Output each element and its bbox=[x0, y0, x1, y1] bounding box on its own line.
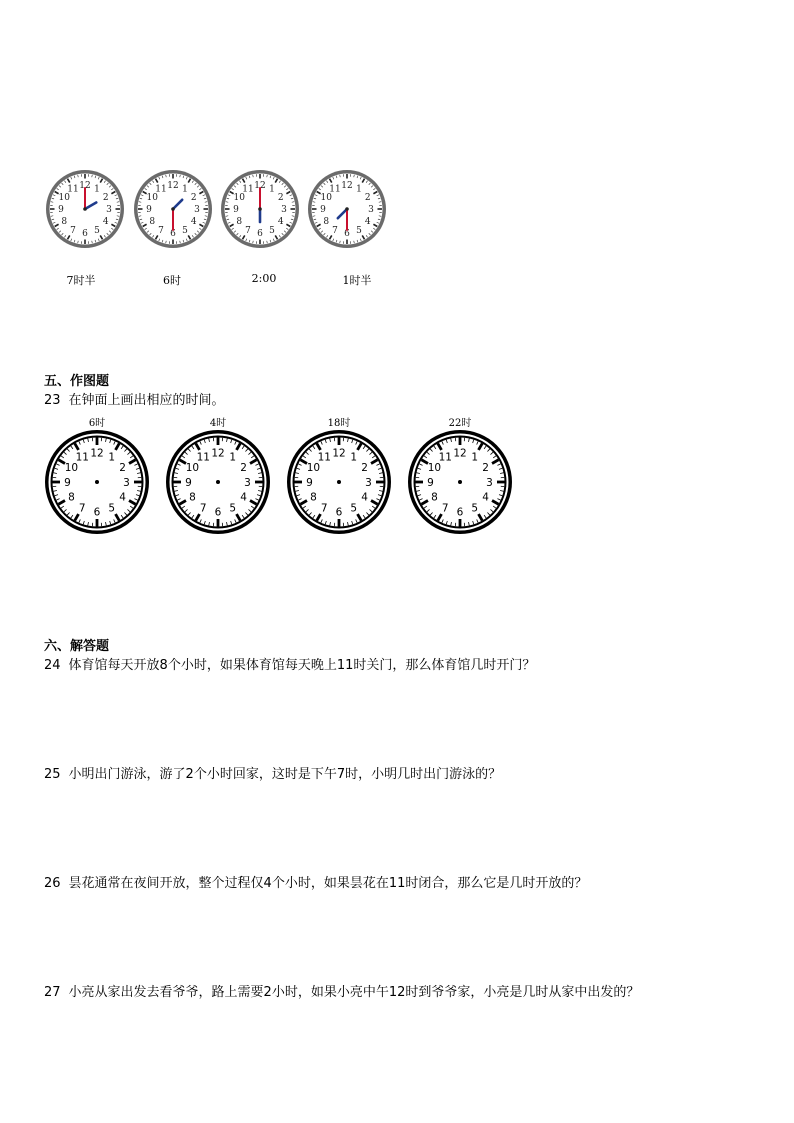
clock-numeral: 7 bbox=[158, 225, 164, 236]
clock-numeral: 3 bbox=[123, 476, 130, 489]
clock-center bbox=[216, 480, 220, 484]
clock-numeral: 11 bbox=[67, 184, 79, 195]
clock-center bbox=[171, 207, 175, 211]
clock-numeral: 3 bbox=[486, 476, 493, 489]
clock-numeral: 6 bbox=[335, 506, 343, 519]
question-number: 27 bbox=[44, 985, 61, 1000]
clock-center bbox=[95, 480, 99, 484]
clock-numeral: 7 bbox=[70, 225, 76, 236]
question-text: 小亮从家出发去看爷爷，路上需要2小时，如果小亮中午12时到爷爷家，小亮是几时从家中出发的？ bbox=[68, 985, 640, 1000]
clock-center bbox=[258, 207, 262, 211]
clock-numeral: 6 bbox=[82, 229, 88, 240]
clock-numeral: 6 bbox=[456, 506, 464, 519]
clock-numeral: 1 bbox=[356, 184, 362, 195]
clock-1-caption: 7时半 bbox=[66, 274, 96, 287]
clock-numeral: 3 bbox=[365, 476, 372, 489]
clock-numeral: 11 bbox=[75, 451, 89, 464]
clock-numeral: 9 bbox=[233, 205, 239, 216]
clock-numeral: 2 bbox=[482, 462, 489, 475]
clock-numeral: 8 bbox=[61, 217, 68, 228]
clock-numeral: 2 bbox=[119, 462, 126, 475]
clock-numeral: 7 bbox=[320, 502, 328, 515]
clock-4 bbox=[306, 168, 388, 250]
clock-numeral: 9 bbox=[320, 205, 326, 216]
clock-numeral: 8 bbox=[323, 217, 330, 228]
clock-numeral: 11 bbox=[155, 184, 167, 195]
clock-4-caption: 1时半 bbox=[342, 274, 372, 287]
clock-numeral: 5 bbox=[350, 502, 358, 515]
clock-2-caption: 6时 bbox=[163, 274, 181, 287]
clock-numeral: 5 bbox=[94, 225, 100, 236]
clock-center bbox=[337, 480, 341, 484]
clock-center bbox=[345, 207, 349, 211]
clock-numeral: 10 bbox=[427, 462, 442, 475]
clock-numeral: 8 bbox=[310, 491, 317, 504]
blank-clock-3[interactable] bbox=[286, 429, 392, 535]
clock-numeral: 4 bbox=[190, 217, 197, 228]
clock-numeral: 11 bbox=[329, 184, 341, 195]
clock-numeral: 9 bbox=[64, 476, 71, 489]
clock-numeral: 7 bbox=[332, 225, 338, 236]
clock-numeral: 8 bbox=[68, 491, 75, 504]
question-text: 在钟面上画出相应的时间。 bbox=[68, 393, 225, 408]
clock-numeral: 1 bbox=[108, 451, 116, 464]
clock-numeral: 10 bbox=[233, 193, 245, 204]
clock-numeral: 10 bbox=[64, 462, 79, 475]
clock-numeral: 10 bbox=[320, 193, 332, 204]
clock-numeral: 7 bbox=[245, 225, 251, 236]
clock-numeral: 4 bbox=[364, 217, 371, 228]
blank-clock-2-label: 4时 bbox=[209, 418, 227, 429]
clock-numeral: 4 bbox=[277, 217, 284, 228]
clock-center bbox=[83, 207, 87, 211]
clock-numeral: 2 bbox=[364, 193, 371, 204]
clock-numeral: 1 bbox=[182, 184, 188, 195]
clock-numeral: 5 bbox=[229, 502, 237, 515]
clock-numeral: 2 bbox=[277, 193, 284, 204]
clock-numeral: 9 bbox=[58, 205, 64, 216]
question-25 bbox=[44, 763, 501, 782]
question-number: 26 bbox=[44, 876, 61, 891]
clock-numeral: 2 bbox=[361, 462, 368, 475]
question-number: 25 bbox=[44, 767, 61, 782]
clock-numeral: 3 bbox=[194, 205, 200, 216]
clock-numeral: 9 bbox=[427, 476, 434, 489]
clock-numeral: 10 bbox=[58, 193, 70, 204]
clock-3 bbox=[219, 168, 301, 250]
clock-numeral: 4 bbox=[119, 491, 126, 504]
clock-1 bbox=[44, 168, 126, 250]
clock-numeral: 12 bbox=[90, 447, 104, 460]
question-27 bbox=[44, 981, 639, 1000]
clock-numeral: 9 bbox=[185, 476, 192, 489]
clock-numeral: 6 bbox=[93, 506, 101, 519]
question-23 bbox=[44, 389, 225, 408]
clock-numeral: 6 bbox=[170, 229, 176, 240]
question-26 bbox=[44, 872, 587, 891]
clock-numeral: 4 bbox=[102, 217, 109, 228]
clock-numeral: 6 bbox=[214, 506, 222, 519]
clock-numeral: 12 bbox=[79, 181, 91, 192]
clock-numeral: 5 bbox=[269, 225, 275, 236]
clock-numeral: 12 bbox=[453, 447, 467, 460]
clock-numeral: 5 bbox=[471, 502, 479, 515]
clock-numeral: 6 bbox=[257, 229, 263, 240]
clock-numeral: 10 bbox=[306, 462, 321, 475]
clock-numeral: 12 bbox=[341, 181, 353, 192]
clock-numeral: 12 bbox=[254, 181, 266, 192]
clock-numeral: 8 bbox=[236, 217, 243, 228]
clock-numeral: 2 bbox=[190, 193, 197, 204]
clock-numeral: 10 bbox=[146, 193, 158, 204]
question-text: 小明出门游泳，游了2个小时回家，这时是下午7时，小明几时出门游泳的？ bbox=[68, 767, 502, 782]
clock-numeral: 5 bbox=[356, 225, 362, 236]
blank-clock-2[interactable] bbox=[165, 429, 271, 535]
clock-numeral: 6 bbox=[344, 229, 350, 240]
clock-numeral: 4 bbox=[240, 491, 247, 504]
question-number: 24 bbox=[44, 658, 61, 673]
question-24 bbox=[44, 654, 535, 673]
question-text: 昙花通常在夜间开放，整个过程仅4个小时，如果昙花在11时闭合，那么它是几时开放的？ bbox=[68, 876, 588, 891]
clock-2 bbox=[132, 168, 214, 250]
blank-clock-1[interactable] bbox=[44, 429, 150, 535]
clock-numeral: 11 bbox=[242, 184, 254, 195]
section-5-title: 五、作图题 bbox=[44, 374, 110, 389]
clock-numeral: 12 bbox=[211, 447, 225, 460]
clock-center bbox=[458, 480, 462, 484]
blank-clock-4-label: 22时 bbox=[448, 418, 472, 429]
clock-numeral: 2 bbox=[240, 462, 247, 475]
clock-numeral: 12 bbox=[332, 447, 346, 460]
clock-numeral: 8 bbox=[431, 491, 438, 504]
clock-numeral: 7 bbox=[78, 502, 86, 515]
blank-clock-4[interactable] bbox=[407, 429, 513, 535]
clock-numeral: 11 bbox=[438, 451, 452, 464]
clock-numeral: 9 bbox=[306, 476, 313, 489]
clock-numeral: 8 bbox=[149, 217, 156, 228]
clock-numeral: 3 bbox=[106, 205, 112, 216]
clock-numeral: 3 bbox=[244, 476, 251, 489]
blank-clock-1-label: 6时 bbox=[88, 418, 106, 429]
question-number: 23 bbox=[44, 393, 61, 408]
clock-numeral: 7 bbox=[199, 502, 207, 515]
clock-numeral: 5 bbox=[182, 225, 188, 236]
clock-numeral: 3 bbox=[281, 205, 287, 216]
clock-numeral: 11 bbox=[196, 451, 210, 464]
clock-3-caption: 2:00 bbox=[251, 272, 277, 285]
clock-numeral: 4 bbox=[482, 491, 489, 504]
section-6-title: 六、解答题 bbox=[44, 639, 110, 654]
clock-numeral: 1 bbox=[229, 451, 237, 464]
clock-numeral: 12 bbox=[167, 181, 179, 192]
clock-numeral: 1 bbox=[350, 451, 358, 464]
clock-numeral: 8 bbox=[189, 491, 196, 504]
clock-numeral: 9 bbox=[146, 205, 152, 216]
clock-numeral: 1 bbox=[269, 184, 275, 195]
clock-numeral: 3 bbox=[368, 205, 374, 216]
clock-numeral: 5 bbox=[108, 502, 116, 515]
clock-numeral: 1 bbox=[94, 184, 100, 195]
clock-numeral: 4 bbox=[361, 491, 368, 504]
clock-numeral: 2 bbox=[102, 193, 109, 204]
question-text: 体育馆每天开放8个小时，如果体育馆每天晚上11时关门，那么体育馆几时开门？ bbox=[68, 658, 536, 673]
clock-numeral: 1 bbox=[471, 451, 479, 464]
clock-numeral: 10 bbox=[185, 462, 200, 475]
clock-numeral: 7 bbox=[441, 502, 449, 515]
blank-clock-3-label: 18时 bbox=[327, 418, 351, 429]
clock-numeral: 11 bbox=[317, 451, 331, 464]
